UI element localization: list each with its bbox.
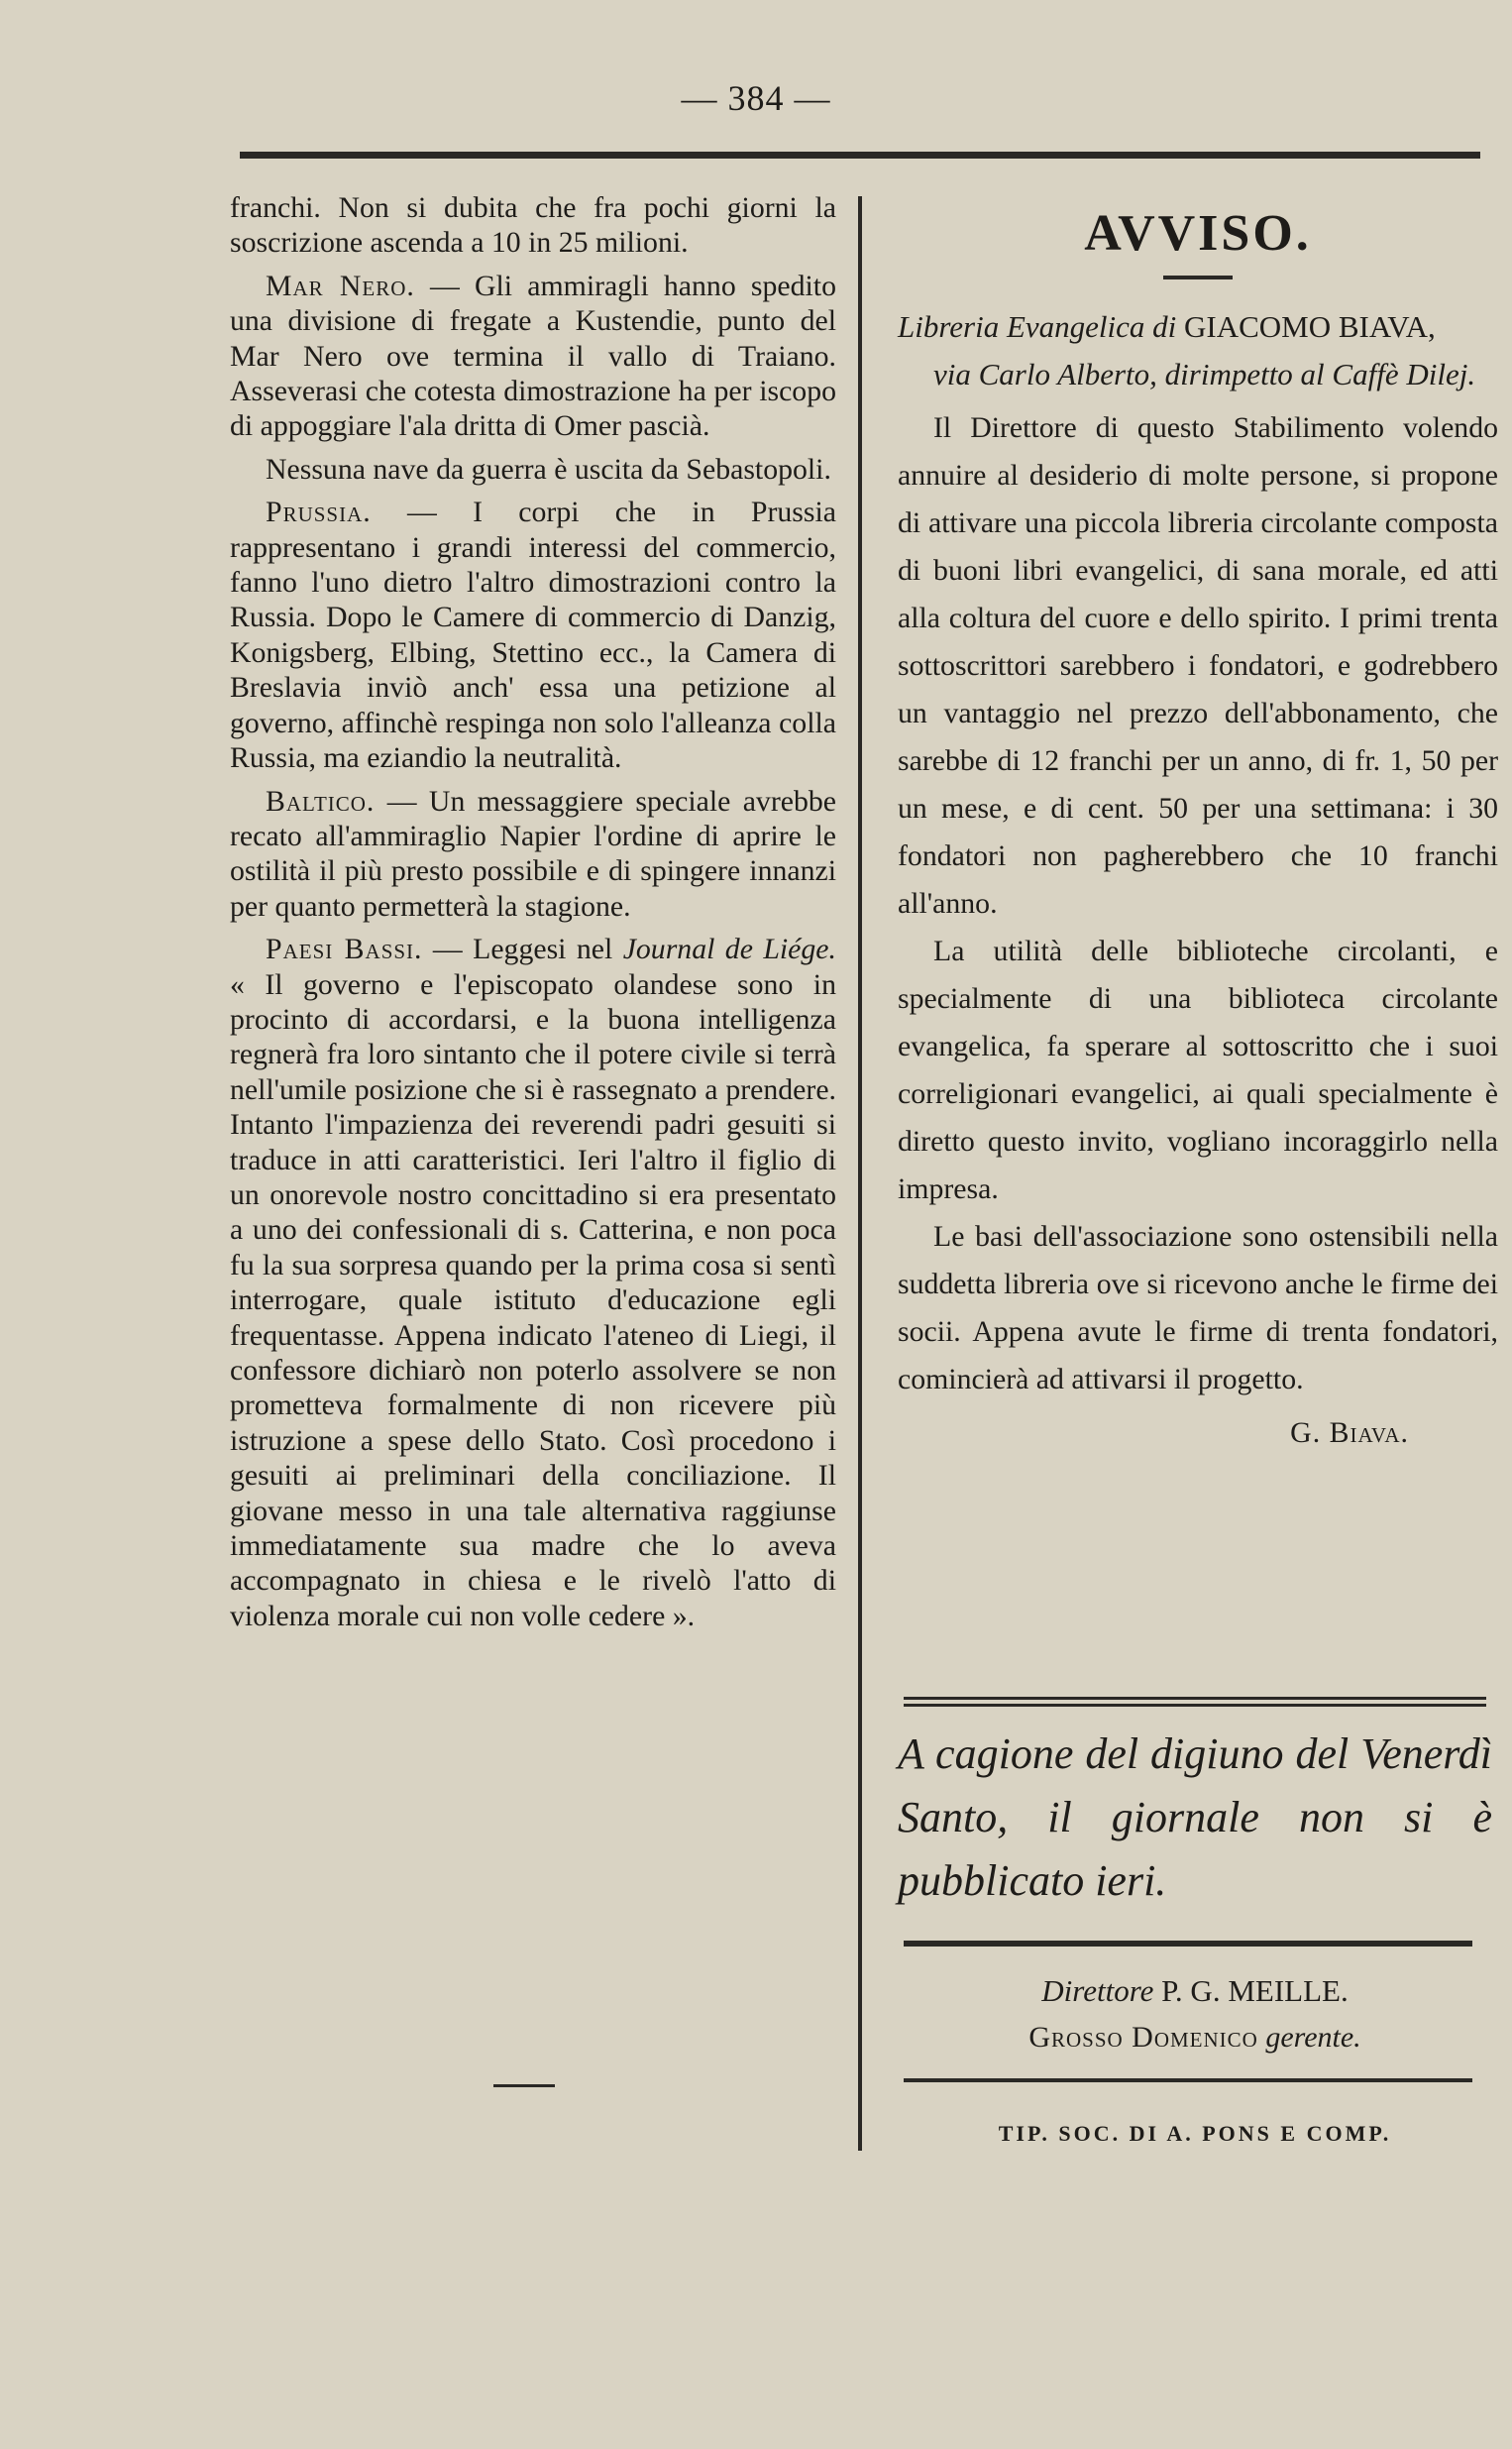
news-text: — I corpi che in Prussia rappresentano i grandi interessi del commercio, fanno l'uno dietro l'altro dimostrazioni contro la Russia. Dopo le Camere di commercio di Danzig, Konigsberg, Elbing, Stettino ecc., la Camera di Breslavia inviò anch' essa una petizione al governo, affinchè respinga non solo l'alleanza colla Russia, ma eziandio la neutralità. [230, 496, 836, 775]
publication-notice: A cagione del digiuno del Venerdì Santo, il giornale non si è pubblicato ieri. [898, 1729, 1492, 1905]
news-text: — Un messaggiere speciale avrebbe recato all'ammiraglio Napier l'ordine di aprire le ostilità il più presto possibile e di spingere innanzi per quanto permetterà la stagione. [230, 784, 836, 923]
notice-paragraph: Le basi dell'associazione sono ostensibili nella suddetta libreria ove si ricevono anche le firme dei socii. Appena avute le firme di trenta fondatori, comincierà ad attivarsi il progetto. [898, 1220, 1498, 1395]
director-credit [898, 1968, 1492, 2014]
news-item-paesi-bassi [230, 932, 836, 1633]
title-rule [1163, 276, 1233, 279]
notice-paragraph: La utilità delle biblioteche circolanti, e specialmente di una biblioteca circolante evangelica, fa sperare al sottoscritto che i suoi correligionari evangelici, ai quali specialmente è diretto questo invito, vogliano incoraggirlo nella impresa. [898, 935, 1498, 1205]
notice-signature: G. Biava. [1290, 1416, 1409, 1449]
news-text: franchi. Non si dubita che fra pochi giorni la soscrizione ascenda a 10 in 25 milioni. [230, 191, 836, 260]
manager-credit [898, 2015, 1492, 2060]
news-heading-prussia: Prussia. [266, 496, 372, 529]
director-name: P. G. MEILLE. [1153, 1973, 1349, 2008]
news-column [230, 190, 836, 1641]
news-item-prussia [230, 495, 836, 775]
footer-rule [904, 2078, 1472, 2082]
printer-imprint: TIP. SOC. DI A. PONS E COMP. [998, 2121, 1392, 2146]
news-text: — Gli ammiragli hanno spedito una divisione di fregate a Kustendie, punto del Mar Nero ove termina il vallo di Traiano. Asseverasi che cotesta dimostrazione ha per iscopo di appoggiare l'ala dritta di Omer pascià. [230, 269, 836, 443]
manager-name: Grosso Domenico [1028, 2021, 1258, 2054]
footer-rule [904, 1941, 1472, 1947]
manager-label: gerente. [1257, 2021, 1361, 2054]
column-divider [858, 196, 862, 2151]
header-rule [240, 152, 1480, 159]
news-heading-mar-nero: Mar Nero. [266, 269, 415, 302]
notice-paragraph: Il Direttore di questo Stabilimento volendo annuire al desiderio di molte persone, si propone di attivare una piccola libreria circolante composta di buoni libri evangelici, di sana morale, ed atti alla coltura del cuore e dello spirito. I primi trenta sottoscrittori sarebbero i fondatori, e godrebbero un vantaggio nel prezzo dell'abbonamento, che sarebbe di 12 franchi per un anno, di fr. 1, 50 per un mese, e di cent. 50 per una settimana: i 30 fondatori non pagherebbero che 10 franchi all'anno. [898, 411, 1498, 920]
bookshop-heading [898, 303, 1498, 398]
notice-title: AVVISO. [1084, 205, 1312, 262]
bookshop-label: Libreria Evangelica di [898, 309, 1177, 344]
bookshop-owner: GIACOMO BIAVA, [1176, 309, 1436, 344]
news-item-sebastopoli [230, 452, 836, 487]
news-text: Nessuna nave da guerra è uscita da Sebastopoli. [266, 452, 831, 486]
bookshop-address: via Carlo Alberto, dirimpetto al Caffè Dilej. [933, 357, 1476, 391]
column-end-rule [493, 2084, 555, 2087]
journal-title: Journal de Liége. [622, 933, 836, 966]
double-rule [904, 1697, 1486, 1707]
news-text: — Leggesi nel [422, 933, 623, 966]
news-text: « Il governo e l'episcopato olandese sono in procinto di accordarsi, e la buona intelligenza regnerà fra loro sintanto che il potere civile si terrà nell'umile posizione che si è rassegnato a prendere. Intanto l'impazienza dei reverendi padri gesuiti si traduce in atti caratteristici. Ieri l'altro il figlio di un onorevole nostro concittadino si era presentato a uno dei confessionali di s. Catterina, e non poca fu la sua sorpresa quando per la prima cosa si sentì interrogare, quale istituto d'educazione egli frequentasse. Appena indicato l'ateneo di Liegi, il confessore dichiarò non poterlo assolvere se non prometteva formalmente di non ricevere più istruzione a spese dello Stato. Così procedono i gesuiti ai preliminari della conciliazione. Il giovane messo in una tale alternativa raggiunse immediatamente sua madre che lo aveva accompagnato in chiesa e le rivelò l'atto di violenza morale cui non volle cedere ». [230, 967, 836, 1632]
news-item-mar-nero [230, 269, 836, 444]
news-item-baltico [230, 784, 836, 925]
advertisement-column [898, 194, 1498, 1457]
page-number: — 384 — [681, 78, 831, 118]
director-label: Direttore [1041, 1973, 1154, 2008]
news-heading-baltico: Baltico. [266, 784, 376, 818]
news-paragraph-continued [230, 190, 836, 261]
news-heading-paesi-bassi: Paesi Bassi. [266, 933, 423, 966]
